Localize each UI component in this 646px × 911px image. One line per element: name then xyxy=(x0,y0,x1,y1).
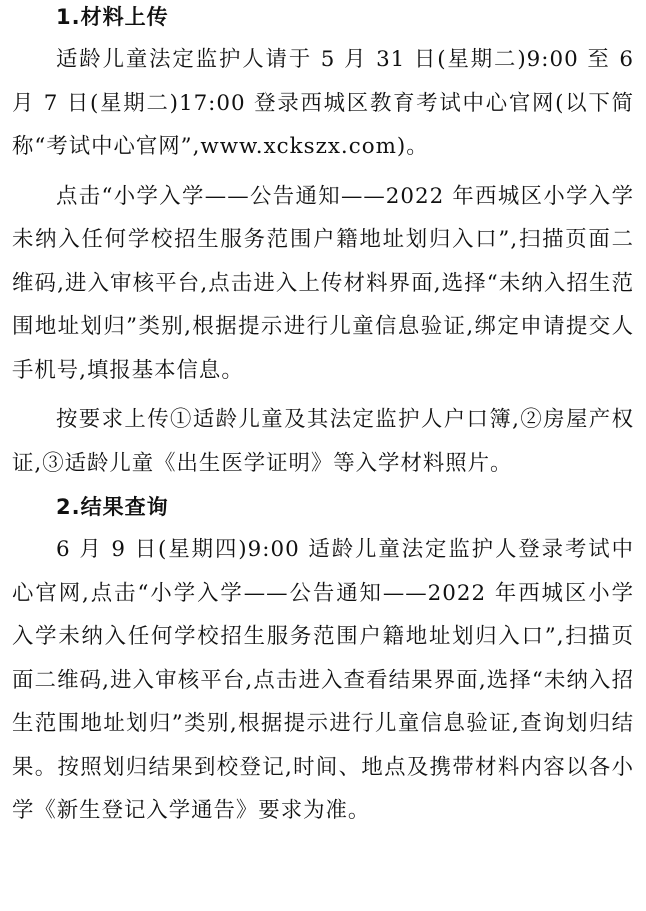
section-heading-material-upload: 1.材料上传 xyxy=(56,5,169,29)
paragraph-upload-materials: 按要求上传①适龄儿童及其法定监护人户口簿,②房屋产权证,③适龄儿童《出生医学证明》等入学材料照片。 xyxy=(12,407,634,476)
paragraph-result-query: 6 月 9 日(星期四)9:00 适龄儿童法定监护人登录考试中心官网,点击“小学入学——公告通知——2022 年西城区小学入学未纳入任何学校招生服务范围户籍地址划归入口”,扫描页面二维码,进入审核平台,点击进入查看结果界面,选择“未纳入招生范围地址划归”类别,根据提示进行儿童信息验证,查询划归结果。按照划归结果到校登记,时间、地点及携带材料内容以各小学《新生登记入学通告》要求为准。 xyxy=(12,537,634,823)
section-heading-result-query: 2.结果查询 xyxy=(56,495,169,519)
document-body xyxy=(12,0,634,833)
paragraph-upload-steps: 点击“小学入学——公告通知——2022 年西城区小学入学未纳入任何学校招生服务范围户籍地址划归入口”,扫描页面二维码,进入审核平台,点击进入上传材料界面,选择“未纳入招生范围地址划归”类别,根据提示进行儿童信息验证,绑定申请提交人手机号,填报基本信息。 xyxy=(12,183,634,383)
paragraph-upload-time: 适龄儿童法定监护人请于 5 月 31 日(星期二)9:00 至 6 月 7 日(星期二)17:00 登录西城区教育考试中心官网(以下简称“考试中心官网”,www.xckszx.com)。 xyxy=(12,47,634,159)
